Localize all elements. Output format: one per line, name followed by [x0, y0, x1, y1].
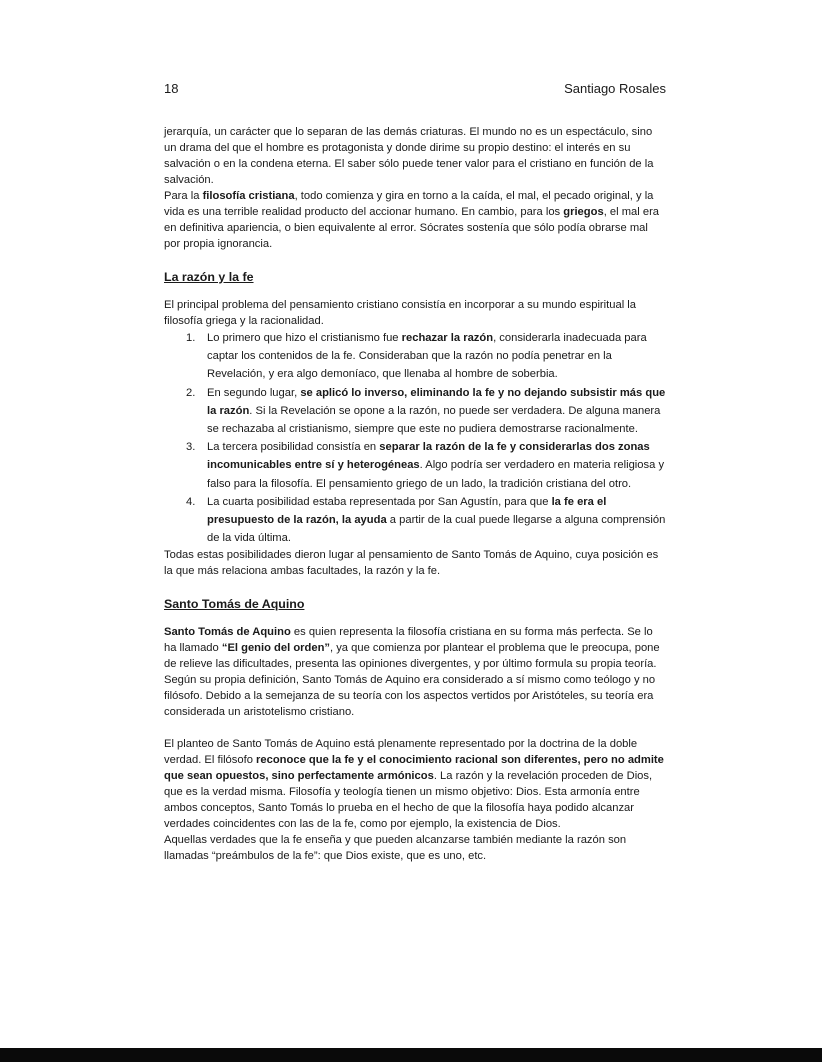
- section-heading-santo-tomas: Santo Tomás de Aquino: [164, 597, 305, 612]
- list-item: 1. Lo primero que hizo el cristianismo fue rechazar la razón, considerarla inadecuada para captar los contenidos de la fe. Consideraban que la razón no podía penetrar en la Revelación, y era algo demoníaco, que llenaba al hombre de soberbia.: [186, 332, 647, 381]
- bottom-border: [0, 1048, 822, 1062]
- paragraph: Según su propia definición, Santo Tomás de Aquino era considerado a sí mismo como teólogo y no filósofo. Debido a la semejanza de su teoría con los aspectos vertidos por Aristóteles, su teoría era considerada un aristotelismo cristiano.: [164, 674, 656, 719]
- paragraph: Para la filosofía cristiana, todo comienza y gira en torno a la caída, el mal, el pecado original, y la vida es una terrible realidad producto del accionar humano. En cambio, para los griegos, el mal era en definitiva apariencia, o bien equivalente al error. Sócrates sostenía que sólo podía obrarse mal por propia ignorancia.: [164, 190, 660, 250]
- paragraph: jerarquía, un carácter que lo separan de las demás criaturas. El mundo no es un espectáculo, sino un drama del que el hombre es protagonista y donde dirime su propio destino: el interés en su salvación o en la condena eterna. El saber sólo puede tener valor para el cristiano en función de la salvación.: [164, 126, 654, 186]
- list-item: 3. La tercera posibilidad consistía en separar la razón de la fe y considerarlas dos zonas incomunicables entre sí y heterogéneas. Algo podría ser verdadero en materia religiosa y falso para la filosofía. El pensamiento griego de un lado, la tradición cristiana del otro.: [186, 441, 665, 490]
- numbered-list: [164, 329, 666, 547]
- page-body: [164, 124, 666, 864]
- paragraph: El principal problema del pensamiento cristiano consistía en incorporar a su mundo espiritual la filosofía griega y la racionalidad.: [164, 299, 636, 327]
- paragraph: Todas estas posibilidades dieron lugar al pensamiento de Santo Tomás de Aquino, cuya posición es la que más relaciona ambas facultades, la razón y la fe.: [164, 549, 659, 578]
- page-number: 18: [164, 81, 179, 96]
- paragraph: Santo Tomás de Aquino es quien representa la filosofía cristiana en su forma más perfecta. Se lo ha llamado “El genio del orden”, ya que comienza por plantear el problema que le preocupa, pone de relieve las dificultades, presenta las opiniones divergentes, y por último formula su propia teoría.: [164, 626, 660, 671]
- paragraph: El planteo de Santo Tomás de Aquino está plenamente representado por la doctrina de la doble verdad. El filósofo reconoce que la fe y el conocimiento racional son diferentes, pero no admite que sean opuestos, sino perfectamente armónicos. La razón y la revelación proceden de Dios, que es la verdad misma. Filosofía y teología tienen un mismo objetivo: Dios. Esta armonía entre ambos conceptos, Santo Tomás lo prueba en el hecho de que la filosofía haya podido alcanzar verdades coincidentes con las de la fe, como por ejemplo, la existencia de Dios.: [164, 738, 664, 831]
- section-heading-razon-fe: La razón y la fe: [164, 270, 254, 284]
- list-item: 2. En segundo lugar, se aplicó lo inverso, eliminando la fe y no dejando subsistir más que la razón. Si la Revelación se opone a la razón, no puede ser verdadera. De alguna manera se rechazaba al cristianismo, siempre que este no pudiera demostrarse racionalmente.: [186, 386, 666, 436]
- paragraph: Aquellas verdades que la fe enseña y que pueden alcanzarse también mediante la razón son llamadas “preámbulos de la fe”: que Dios existe, que es uno, etc.: [164, 834, 627, 863]
- page-header: [164, 81, 666, 99]
- header-author: Santiago Rosales: [564, 81, 666, 96]
- list-item: 4. La cuarta posibilidad estaba representada por San Agustín, para que la fe era el presupuesto de la razón, la ayuda a partir de la cual puede llegarse a alguna comprensión de la vida última.: [186, 495, 666, 545]
